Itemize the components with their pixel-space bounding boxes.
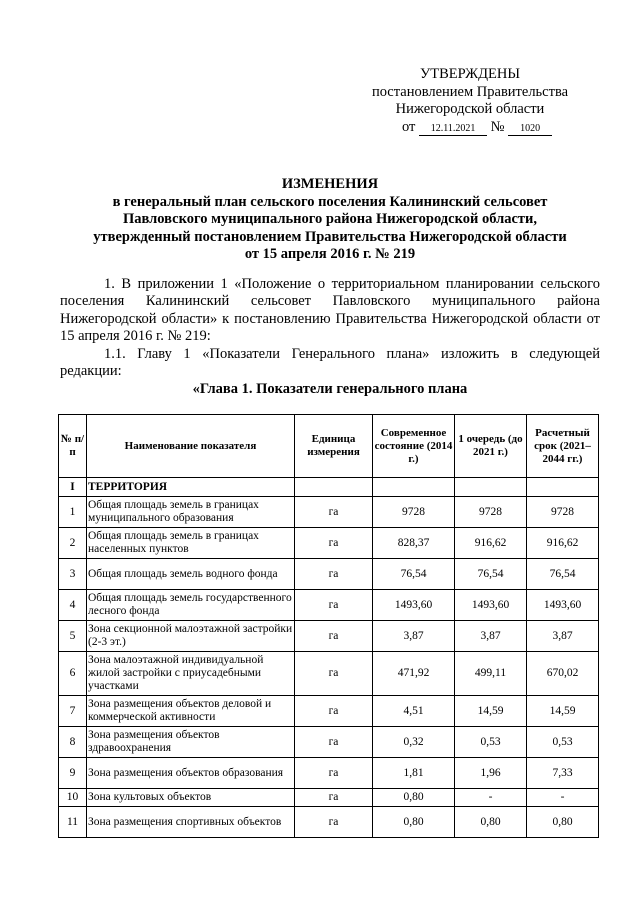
row-unit: га [295,528,373,559]
indicators-table [58,414,599,838]
row-unit: га [295,559,373,590]
header-num: № п/п [59,415,87,478]
row-num: 3 [59,559,87,590]
row-estimated: 9728 [527,497,599,528]
row-first-stage: 0,53 [455,727,527,758]
row-first-stage: 1493,60 [455,590,527,621]
row-num: 4 [59,590,87,621]
row-current: 1,81 [373,758,455,789]
row-estimated: 14,59 [527,696,599,727]
table-row [59,590,599,621]
row-estimated: 916,62 [527,528,599,559]
empty-cell [295,478,373,497]
table-row [59,727,599,758]
row-unit: га [295,652,373,696]
row-current: 0,80 [373,789,455,807]
header-estimated: Расчетный срок (2021–2044 гг.) [527,415,599,478]
row-first-stage: 76,54 [455,559,527,590]
row-name: Зона размещения объектов деловой и коммерческой активности [87,696,295,727]
row-num: 6 [59,652,87,696]
row-num: 8 [59,727,87,758]
approval-stamp [340,66,600,136]
row-current: 0,32 [373,727,455,758]
row-name: Общая площадь земель в границах муниципального образования [87,497,295,528]
row-estimated: - [527,789,599,807]
table-row [59,807,599,838]
row-num: 11 [59,807,87,838]
row-name: Общая площадь земель водного фонда [87,559,295,590]
section-num: I [59,478,87,497]
row-unit: га [295,758,373,789]
row-num: 7 [59,696,87,727]
row-name: Зона размещения спортивных объектов [87,807,295,838]
row-first-stage: 499,11 [455,652,527,696]
row-current: 828,37 [373,528,455,559]
section-name: ТЕРРИТОРИЯ [87,478,295,497]
approval-line-2: постановлением Правительства [371,83,569,100]
row-unit: га [295,727,373,758]
approval-number: 1020 [508,123,552,136]
row-num: 5 [59,621,87,652]
row-estimated: 1493,60 [527,590,599,621]
empty-cell [455,478,527,497]
row-current: 3,87 [373,621,455,652]
approval-title: УТВЕРЖДЕНЫ [419,66,521,82]
row-current: 471,92 [373,652,455,696]
row-num: 10 [59,789,87,807]
row-current: 9728 [373,497,455,528]
row-first-stage: 0,80 [455,807,527,838]
table-row [59,559,599,590]
empty-cell [373,478,455,497]
row-estimated: 3,87 [527,621,599,652]
table-row [59,789,599,807]
number-sign: № [490,118,505,135]
header-unit: Единица измерения [295,415,373,478]
row-name: Общая площадь земель государственного лесного фонда [87,590,295,621]
approval-line-3: Нижегородской области [395,101,545,117]
row-name: Общая площадь земель в границах населенных пунктов [87,528,295,559]
row-first-stage: 916,62 [455,528,527,559]
title-line-1: ИЗМЕНЕНИЯ [281,176,379,192]
row-first-stage: 3,87 [455,621,527,652]
row-current: 0,80 [373,807,455,838]
table-row [59,652,599,696]
approval-date: 12.11.2021 [419,123,487,136]
header-first-stage: 1 очередь (до 2021 г.) [455,415,527,478]
row-first-stage: 9728 [455,497,527,528]
paragraph-2: 1.1. Главу 1 «Показатели Генерального плана» изложить в следующей редакции: [60,346,600,380]
row-name: Зона размещения объектов здравоохранения [87,727,295,758]
paragraph-1: 1. В приложении 1 «Положение о территориальном планировании сельского поселения Калининский сельсовет Павловского муниципального района Нижегородской области» к постановлению Правительства Нижегородской области от 15 апреля 2016 г. № 219: [60,276,600,344]
row-name: Зона секционной малоэтажной застройки (2-3 эт.) [87,621,295,652]
row-unit: га [295,789,373,807]
header-current: Современное состояние (2014 г.) [373,415,455,478]
table-row [59,528,599,559]
row-first-stage: 14,59 [455,696,527,727]
row-name: Зона культовых объектов [87,789,295,807]
row-num: 1 [59,497,87,528]
table-row [59,758,599,789]
row-name: Зона размещения объектов образования [87,758,295,789]
row-num: 9 [59,758,87,789]
document-title [60,176,600,264]
header-name: Наименование показателя [87,415,295,478]
row-estimated: 0,80 [527,807,599,838]
table-row [59,621,599,652]
row-estimated: 7,33 [527,758,599,789]
date-prefix: от [402,118,416,135]
title-line-4: утвержденный постановлением Правительства Нижегородской области [93,228,567,245]
section-row [59,478,599,497]
row-unit: га [295,621,373,652]
chapter-title: «Глава 1. Показатели генерального плана [192,381,468,397]
table-row [59,497,599,528]
row-current: 1493,60 [373,590,455,621]
empty-cell [527,478,599,497]
table-row [59,696,599,727]
row-current: 4,51 [373,696,455,727]
row-first-stage: - [455,789,527,807]
title-line-2: в генеральный план сельского поселения Калининский сельсовет [112,193,548,210]
row-estimated: 0,53 [527,727,599,758]
row-unit: га [295,497,373,528]
table-header-row [59,415,599,478]
row-name: Зона малоэтажной индивидуальной жилой застройки с приусадебными участками [87,652,295,696]
row-current: 76,54 [373,559,455,590]
row-first-stage: 1,96 [455,758,527,789]
row-estimated: 76,54 [527,559,599,590]
row-unit: га [295,590,373,621]
approval-date-line [340,119,600,137]
title-line-3: Павловского муниципального района Нижегородской области, [122,211,538,227]
title-line-5: от 15 апреля 2016 г. № 219 [244,246,416,262]
row-unit: га [295,696,373,727]
row-num: 2 [59,528,87,559]
row-estimated: 670,02 [527,652,599,696]
row-unit: га [295,807,373,838]
